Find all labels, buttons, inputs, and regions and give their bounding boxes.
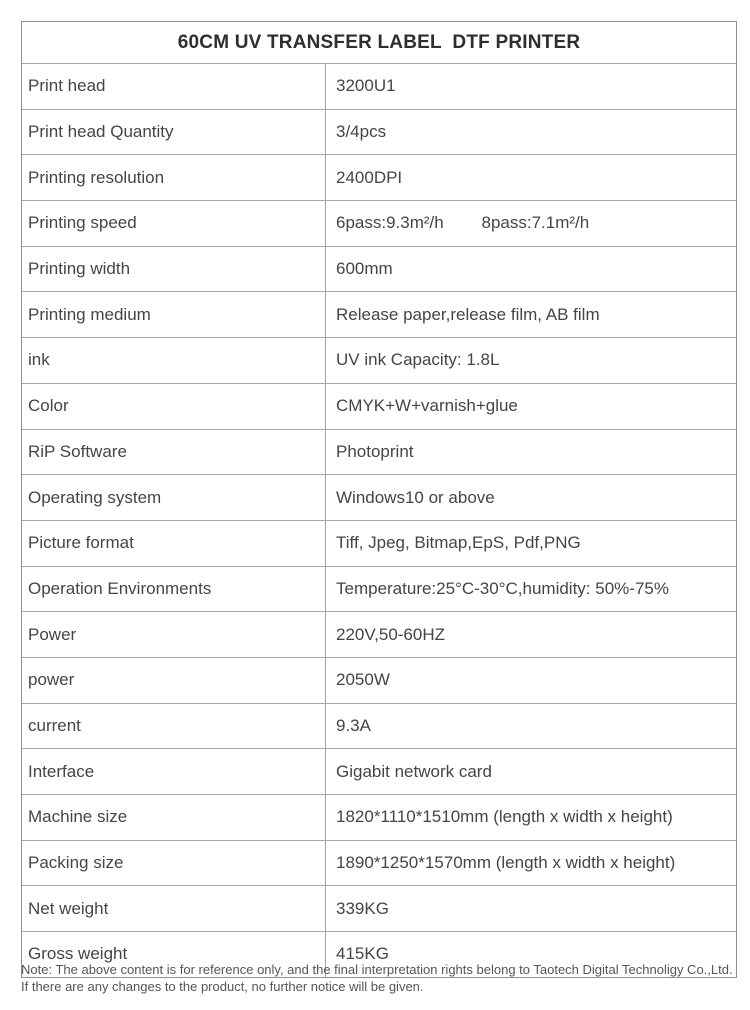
table-row — [22, 383, 736, 429]
spec-value-cell: 1890*1250*1570mm (length x width x height) — [336, 853, 676, 873]
table-body — [22, 63, 736, 977]
spec-label-cell: Net weight — [22, 886, 326, 931]
spec-label-cell: Print head — [22, 64, 326, 109]
spec-label-cell: RiP Software — [22, 430, 326, 475]
spec-value-cell: 2050W — [336, 670, 390, 690]
spec-value-cell: 9.3A — [336, 715, 371, 735]
table-row — [22, 246, 736, 292]
table-row — [22, 703, 736, 749]
table-title — [22, 22, 736, 63]
spec-label-cell: Picture format — [22, 521, 326, 566]
spec-label-cell: power — [22, 658, 326, 703]
spec-label-cell: Color — [22, 384, 326, 429]
spec-label-cell: current — [22, 704, 326, 749]
table-row — [22, 748, 736, 794]
spec-value-cell: UV ink Capacity: 1.8L — [336, 350, 500, 370]
spec-value-cell: Release paper,release film, AB film — [336, 304, 600, 324]
spec-value-cell: 339KG — [336, 898, 389, 918]
spec-label-cell: Operating system — [22, 475, 326, 520]
table-row — [22, 474, 736, 520]
table-row — [22, 657, 736, 703]
spec-label-cell: Machine size — [22, 795, 326, 840]
table-row — [22, 429, 736, 475]
table-row — [22, 794, 736, 840]
spec-label-cell: Print head Quantity — [22, 110, 326, 155]
table-row — [22, 200, 736, 246]
table-row — [22, 109, 736, 155]
spec-label-cell: Power — [22, 612, 326, 657]
spec-value-cell: CMYK+W+varnish+glue — [336, 396, 518, 416]
spec-value-cell: 220V,50-60HZ — [336, 624, 446, 644]
table-row — [22, 566, 736, 612]
table-row — [22, 154, 736, 200]
spec-label-cell: Printing resolution — [22, 155, 326, 200]
spec-table — [21, 21, 737, 978]
spec-label-cell: Operation Environments — [22, 567, 326, 612]
table-row — [22, 63, 736, 109]
spec-label-cell: Interface — [22, 749, 326, 794]
table-row — [22, 611, 736, 657]
footer-note: Note: The above content is for reference only, and the final interpretation rights belong to Taotech Digital Technoligy Co.,Ltd. If there are any changes to the product, no further notice will be given. — [21, 962, 733, 995]
table-title-text: 60CM UV TRANSFER LABEL DTF PRINTER — [177, 31, 581, 53]
spec-value-cell: Temperature:25°C-30°C,humidity: 50%-75% — [336, 578, 669, 598]
table-row — [22, 840, 736, 886]
spec-value-cell: Gigabit network card — [336, 761, 492, 781]
spec-label-cell: ink — [22, 338, 326, 383]
spec-label-cell: Printing speed — [22, 201, 326, 246]
table-row — [22, 885, 736, 931]
spec-value-cell: Photoprint — [336, 441, 414, 461]
spec-label-cell: Packing size — [22, 841, 326, 886]
spec-label-cell: Printing width — [22, 247, 326, 292]
spec-label-cell: Printing medium — [22, 292, 326, 337]
spec-value-cell: 3200U1 — [336, 76, 396, 96]
spec-value-cell: 3/4pcs — [336, 122, 387, 142]
spec-value-cell: 415KG — [336, 944, 389, 964]
spec-value-cell: 600mm — [336, 259, 393, 279]
spec-value-cell: Tiff, Jpeg, Bitmap,EpS, Pdf,PNG — [336, 533, 581, 553]
spec-label-cell: Gross weight — [22, 932, 326, 977]
table-row — [22, 520, 736, 566]
spec-value-cell: 6pass:9.3m²/h 8pass:7.1m²/h — [336, 213, 590, 233]
spec-value-cell: Windows10 or above — [336, 487, 495, 507]
spec-value-cell: 2400DPI — [336, 167, 403, 187]
table-row — [22, 291, 736, 337]
table-row — [22, 337, 736, 383]
spec-value-cell: 1820*1110*1510mm (length x width x height) — [336, 807, 673, 827]
